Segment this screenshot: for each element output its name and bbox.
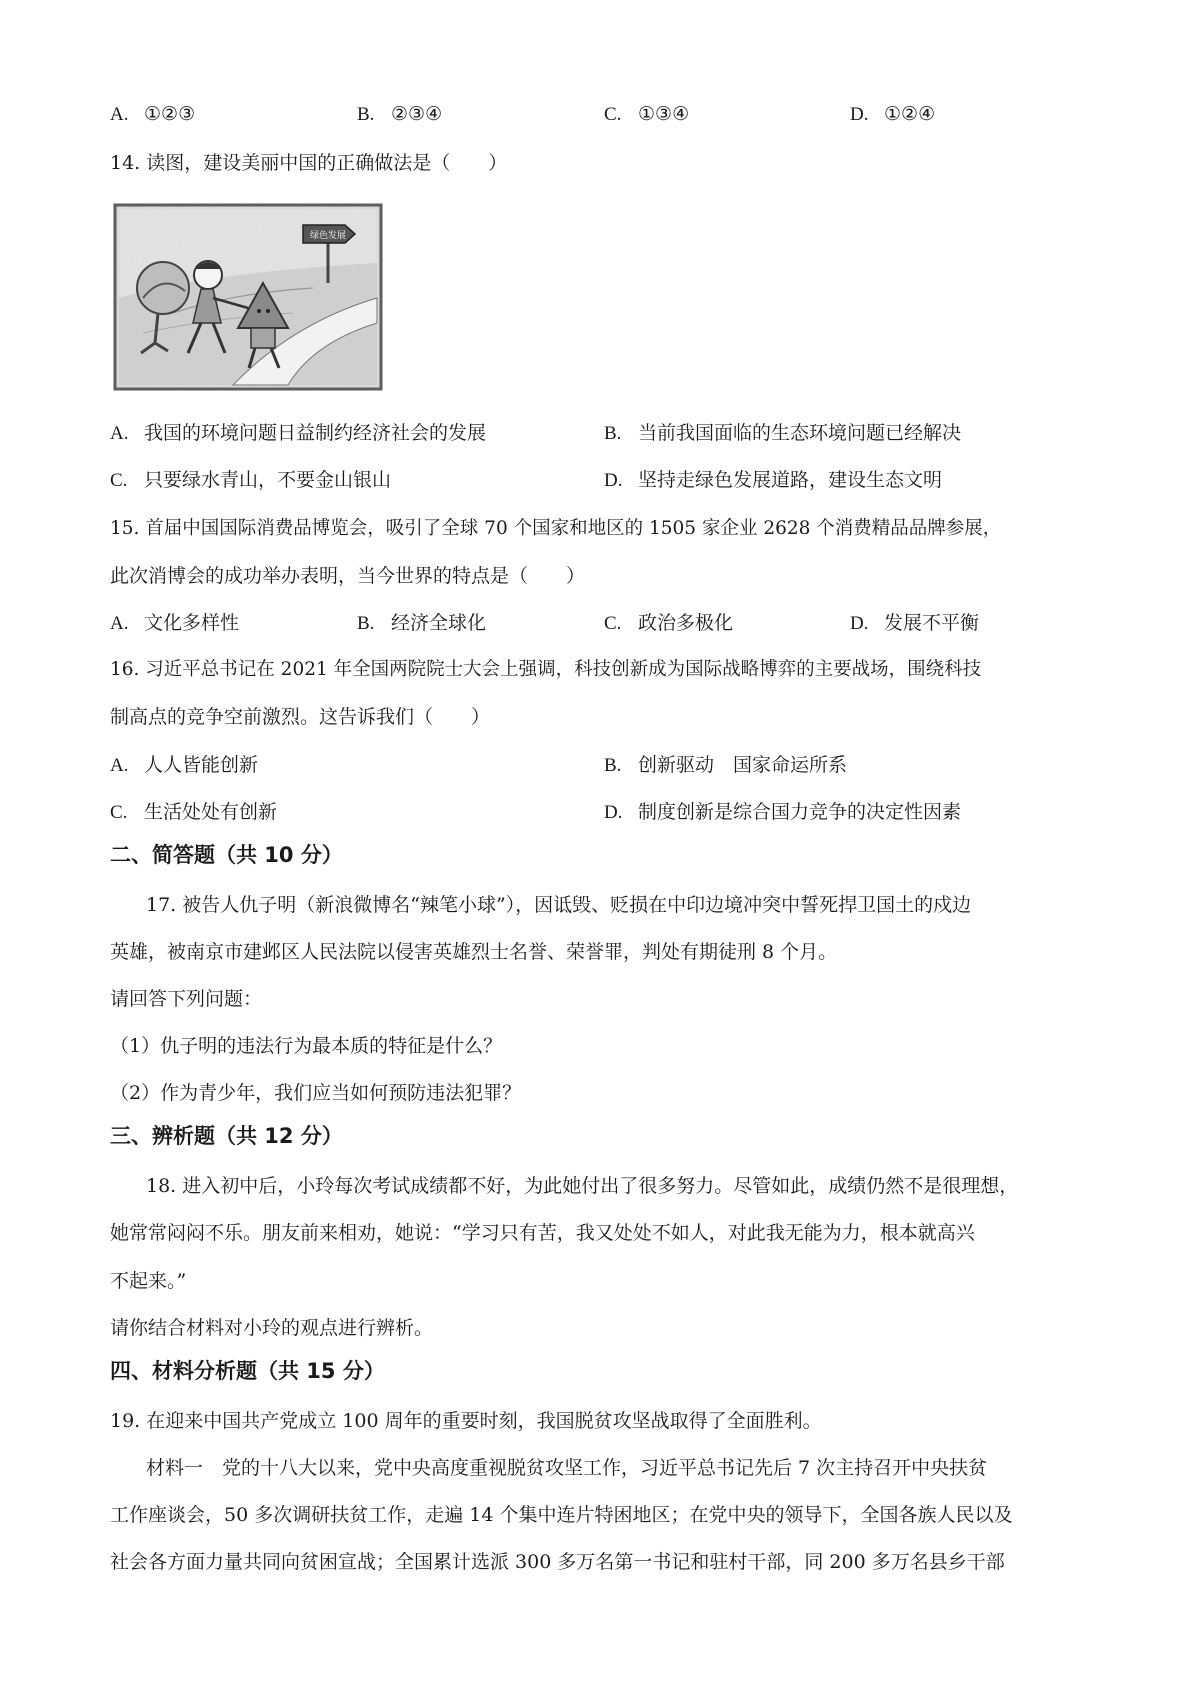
q16-option-a: A. 人人皆能创新 [110,754,259,776]
q15-option-d: D. 发展不平衡 [850,612,980,634]
q16-option-d: D. 制度创新是综合国力竞争的决定性因素 [604,801,962,823]
q18-line3: 不起来。” [110,1270,187,1292]
q15-stem-line1: 15. 首届中国国际消费品博览会，吸引了全球 70 个国家和地区的 1505 家企业 2628 个消费精品品牌参展， [110,518,1002,539]
q16-option-c: C. 生活处处有创新 [110,801,278,823]
section4-heading: 四、材料分析题（共 15 分） [110,1359,385,1383]
q17-sub2: （2）作为青少年，我们应当如何预防违法犯罪？ [110,1082,522,1104]
q15-option-a: A. 文化多样性 [110,612,240,634]
q14-option-c: C. 只要绿水青山，不要金山银山 [110,469,392,491]
section2-heading: 二、简答题（共 10 分） [110,843,343,867]
q19-material1-line1: 材料一 党的十八大以来，党中央高度重视脱贫攻坚工作，习近平总书记先后 7 次主持召开中央扶贫 [146,1457,988,1479]
q17-sub1: （1）仇子明的违法行为最本质的特征是什么？ [110,1035,503,1057]
q13-option-b: B. ②③④ [357,103,443,125]
q14-option-a: A. 我国的环境问题日益制约经济社会的发展 [110,422,487,444]
q17-prompt: 请回答下列问题： [110,988,263,1010]
q13-option-c: C. ①③④ [604,103,690,125]
signpost-text: 绿色发展 [310,231,347,241]
q19-stem: 19. 在迎来中国共产党成立 100 周年的重要时刻，我国脱贫攻坚战取得了全面胜利。 [110,1410,822,1432]
q14-cartoon-figure [113,203,383,391]
q13-option-a: A. ①②③ [110,103,196,125]
q15-stem-line2: 此次消博会的成功举办表明，当今世界的特点是（ ） [110,565,586,587]
q19-material1-line2: 工作座谈会，50 多次调研扶贫工作，走遍 14 个集中连片特困地区；在党中央的领导下，全国各族人民以及 [110,1504,1013,1526]
q15-option-b: B. 经济全球化 [357,612,487,634]
cartoon-illustration [113,203,383,391]
q17-line2: 英雄，被南京市建邺区人民法院以侵害英雄烈士名誉、荣誉罪，判处有期徒刑 8 个月。 [110,941,838,963]
q19-material1-line3: 社会各方面力量共同向贫困宣战；全国累计选派 300 多万名第一书记和驻村干部，同 200 多万名县乡干部 [110,1551,1005,1573]
q14-stem: 14. 读图，建设美丽中国的正确做法是（ ） [110,152,508,174]
section3-heading: 三、辨析题（共 12 分） [110,1124,343,1148]
q15-option-c: C. 政治多极化 [604,612,734,634]
q14-option-d: D. 坚持走绿色发展道路，建设生态文明 [604,469,943,491]
q13-option-d: D. ①②④ [850,103,936,125]
q18-line2: 她常常闷闷不乐。朋友前来相劝，她说：“学习只有苦，我又处处不如人，对此我无能为力，根本就高兴 [110,1222,975,1244]
q16-stem-line1: 16. 习近平总书记在 2021 年全国两院院士大会上强调，科技创新成为国际战略博弈的主要战场，围绕科技 [110,659,982,680]
q16-option-b: B. 创新驱动 国家命运所系 [604,754,848,776]
q17-line1: 17. 被告人仇子明（新浪微博名“辣笔小球”），因诋毁、贬损在中印边境冲突中誓死捍卫国土的戍边 [146,894,972,916]
q16-stem-line2: 制高点的竞争空前激烈。这告诉我们（ ） [110,706,491,728]
q18-prompt: 请你结合材料对小玲的观点进行辨析。 [110,1317,434,1339]
q14-option-b: B. 当前我国面临的生态环境问题已经解决 [604,422,962,444]
q18-line1: 18. 进入初中后，小玲每次考试成绩都不好，为此她付出了很多努力。尽管如此，成绩仍然不是很理想， [146,1175,1019,1197]
